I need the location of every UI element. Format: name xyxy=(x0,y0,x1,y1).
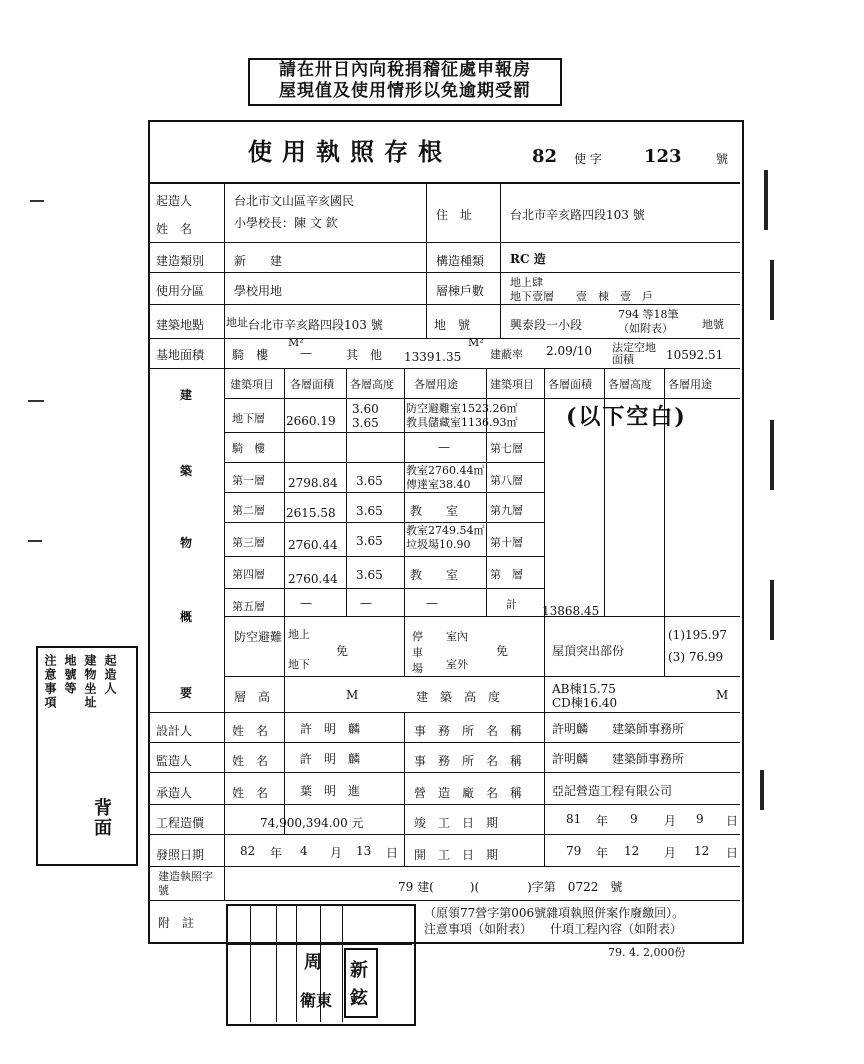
building-height-label: 建 築 高 度 xyxy=(416,690,501,704)
seal-xin: 新 xyxy=(350,960,368,981)
row-use: 防空避難室1523.26㎡ 教具儲藏室1136.93㎡ xyxy=(406,402,518,429)
contractor-firm: 亞記營造工程有限公司 xyxy=(552,784,673,798)
row-item: 第三層 xyxy=(232,536,265,549)
row-height: 3.60 3.65 xyxy=(352,402,379,430)
cost-label: 工程造價 xyxy=(156,816,205,830)
done-day: 9 xyxy=(696,812,704,826)
other-unit: M² xyxy=(468,336,484,349)
start-day-unit: 日 xyxy=(726,846,739,860)
row-use: 教室2749.54㎡ 垃圾場10.90 xyxy=(406,524,485,551)
col-use: 各層用途 xyxy=(414,378,458,391)
start-month-unit: 月 xyxy=(664,846,677,860)
margin-mark xyxy=(760,770,784,810)
building-label-3: 物 xyxy=(180,536,193,550)
page-title: 使用執照存根 xyxy=(248,137,452,166)
side-stamp-col5: 背面 xyxy=(91,798,112,838)
row-height: 3.65 xyxy=(356,534,383,548)
seal-zhou: 周 xyxy=(304,952,322,973)
roof-value-1: (1)195.97 xyxy=(668,628,727,642)
row-height: 3.65 xyxy=(356,568,383,582)
use-zone-label: 使用分區 xyxy=(156,284,205,298)
print-count: 79. 4. 2,000份 xyxy=(608,946,686,959)
designer-label: 設計人 xyxy=(156,724,193,738)
col-item-2: 建築項目 xyxy=(490,378,534,391)
permit-ref-value: 79 建( )( )字第 0722 號 xyxy=(398,880,623,894)
margin-mark xyxy=(764,170,782,230)
other-label: 其 他 xyxy=(346,348,383,362)
issue-month: 4 xyxy=(300,844,308,858)
arcade-value: — xyxy=(300,346,312,360)
site-addr-label: 地址 xyxy=(226,316,248,329)
done-year-unit: 年 xyxy=(596,814,609,828)
issue-label: 發照日期 xyxy=(156,848,205,862)
row-height: — xyxy=(360,596,372,610)
cost-value: 74,900,394.00 元 xyxy=(260,816,364,830)
permit-suffix: 號 xyxy=(716,152,729,166)
parking-in: 室內 xyxy=(446,630,468,643)
units-below: 地下壹層 壹 棟 壹 戶 xyxy=(510,290,653,303)
row-item-2: 計 xyxy=(506,598,517,611)
site-address: 台北市辛亥路四段103 號 xyxy=(248,318,383,332)
building-height-unit: M xyxy=(716,688,729,702)
shelter-label: 防空避難 xyxy=(234,630,283,644)
shelter-above: 地上 xyxy=(288,628,310,641)
notice-stamp xyxy=(248,58,562,106)
start-label: 開 工 日 期 xyxy=(414,848,499,862)
note-label: 附 註 xyxy=(158,916,195,930)
done-year: 81 xyxy=(566,812,582,826)
supervisor-label: 監造人 xyxy=(156,754,193,768)
notice-line1: 請在卅日內向稅捐稽征處申報房 xyxy=(279,60,531,80)
done-day-unit: 日 xyxy=(726,814,739,828)
builder-label: 起造人 xyxy=(156,194,193,208)
use-zone-value: 學校用地 xyxy=(234,284,283,298)
issue-year: 82 xyxy=(240,844,256,858)
row-use: — xyxy=(426,596,438,610)
contractor-firm-label: 營 造 廠 名 稱 xyxy=(414,786,523,800)
build-type-label: 建造類別 xyxy=(156,254,205,268)
lot-note: （如附表） xyxy=(618,322,673,335)
builder-name-1: 台北市文山區辛亥國民 xyxy=(234,194,355,208)
permit-ref-label: 建造執照字號 xyxy=(158,870,213,897)
supervisor-office-label: 事 務 所 名 稱 xyxy=(414,754,523,768)
other-value: 13391.35 xyxy=(404,350,462,364)
side-stamp-col4: 起造人 xyxy=(103,654,117,696)
done-month: 9 xyxy=(630,812,638,826)
coverage-label: 建蔽率 xyxy=(490,348,523,361)
row-area: 2660.19 xyxy=(286,414,336,428)
side-stamp-col3: 建物坐址 xyxy=(83,654,97,710)
parking-label: 停車場 xyxy=(412,630,423,675)
seal-xuan: 鉉 xyxy=(350,988,368,1009)
lot-suffix: 地號 xyxy=(702,318,724,331)
floor-height-unit: M xyxy=(346,688,359,702)
shelter-value: 免 xyxy=(336,644,349,658)
arcade-label: 騎 樓 xyxy=(232,348,269,362)
supervisor-name: 許 明 麟 xyxy=(300,752,361,766)
issue-day: 13 xyxy=(356,844,372,858)
col-height-2: 各層高度 xyxy=(608,378,652,391)
contractor-name-label: 姓 名 xyxy=(232,786,269,800)
builder-name-2: 小學校長：陳 文 欽 xyxy=(234,216,338,230)
margin-mark xyxy=(770,260,784,320)
start-year: 79 xyxy=(566,844,582,858)
start-month: 12 xyxy=(624,844,640,858)
row-item: 第二層 xyxy=(232,504,265,517)
roof-label: 屋頂突出部份 xyxy=(552,644,625,658)
side-stamp-col1: 注意事項 xyxy=(43,654,57,710)
building-label-2: 築 xyxy=(180,464,193,478)
supervisor-office: 許明麟 建築師事務所 xyxy=(552,752,685,766)
row-item: 第一層 xyxy=(232,474,265,487)
issue-month-unit: 月 xyxy=(330,846,343,860)
col-height: 各層高度 xyxy=(350,378,394,391)
row-item-2: 第 層 xyxy=(490,568,523,581)
units-above: 地上肆 xyxy=(510,276,543,289)
builder-address: 台北市辛亥路四段103 號 xyxy=(510,208,645,222)
row-item: 地下層 xyxy=(232,412,265,425)
lot-number: 794 等18筆 xyxy=(618,308,679,321)
total-area: 13868.45 xyxy=(542,604,600,618)
margin-mark xyxy=(770,420,784,490)
col-use-2: 各層用途 xyxy=(668,378,712,391)
parking-value: 免 xyxy=(496,644,509,658)
row-area: 2615.58 xyxy=(286,506,336,520)
margin-mark xyxy=(30,200,44,202)
row-height: 3.65 xyxy=(356,474,383,488)
floor-height-label: 層 高 xyxy=(234,690,271,704)
building-label-1: 建 xyxy=(180,388,193,402)
note-line2: 注意事項（如附表） 什項工程內容（如附表） xyxy=(424,922,683,936)
row-use: 教 室 xyxy=(410,568,459,582)
issue-year-unit: 年 xyxy=(270,846,283,860)
lot-value: 興泰段一小段 xyxy=(510,318,583,332)
row-item: 第五層 xyxy=(232,600,265,613)
parking-out: 室外 xyxy=(446,658,468,671)
blank-note: (以下空白) xyxy=(566,404,687,430)
row-item: 第四層 xyxy=(232,568,265,581)
structure-value: RC 造 xyxy=(510,252,546,266)
col-area: 各層面積 xyxy=(290,378,334,391)
row-use: — xyxy=(438,440,450,454)
start-year-unit: 年 xyxy=(596,846,609,860)
building-height-2: CD棟16.40 xyxy=(552,696,618,710)
side-stamp xyxy=(36,646,138,866)
row-use: 教室2760.44㎡ 傳達室38.40 xyxy=(406,464,485,491)
row-area: — xyxy=(300,596,312,610)
roof-value-2: (3) 76.99 xyxy=(668,650,724,664)
designer-office-label: 事 務 所 名 稱 xyxy=(414,724,523,738)
shelter-below: 地下 xyxy=(288,658,310,671)
margin-mark xyxy=(770,580,784,640)
row-area: 2760.44 xyxy=(288,572,338,586)
supervisor-name-label: 姓 名 xyxy=(232,754,269,768)
col-area-2: 各層面積 xyxy=(548,378,592,391)
designer-office: 許明麟 建築師事務所 xyxy=(552,722,685,736)
building-label-5: 要 xyxy=(180,686,193,700)
permit-word: 使 字 xyxy=(574,152,602,166)
arcade-unit: M² xyxy=(288,336,304,349)
notice-line2: 屋現值及使用情形以免逾期受罰 xyxy=(279,81,531,101)
open-space-value: 10592.51 xyxy=(666,348,724,362)
permit-year: 82 xyxy=(532,146,558,167)
contractor-label: 承造人 xyxy=(156,786,193,800)
open-space-label: 法定空地面積 xyxy=(612,341,656,366)
structure-label: 構造種類 xyxy=(436,254,485,268)
start-day: 12 xyxy=(694,844,710,858)
col-item: 建築項目 xyxy=(230,378,274,391)
coverage-value: 2.09/10 xyxy=(546,344,593,358)
row-area: 2760.44 xyxy=(288,538,338,552)
margin-mark xyxy=(28,540,42,542)
issue-day-unit: 日 xyxy=(386,846,399,860)
done-label: 竣 工 日 期 xyxy=(414,816,499,830)
site-label: 建築地點 xyxy=(156,318,205,332)
building-label-4: 概 xyxy=(180,610,193,624)
note-line1: （原領77營字第006號雜項執照併案作廢繳回）。 xyxy=(424,906,685,920)
designer-name: 許 明 麟 xyxy=(300,722,361,736)
row-area: 2798.84 xyxy=(288,476,338,490)
designer-name-label: 姓 名 xyxy=(232,724,269,738)
row-item-2: 第九層 xyxy=(490,504,523,517)
row-use: 教 室 xyxy=(410,504,459,518)
done-month-unit: 月 xyxy=(664,814,677,828)
row-height: 3.65 xyxy=(356,504,383,518)
area-label: 基地面積 xyxy=(156,348,205,362)
row-item: 騎 樓 xyxy=(232,442,265,455)
row-item-2: 第七層 xyxy=(490,442,523,455)
building-height-1: AB棟15.75 xyxy=(552,682,616,696)
address-label: 住 址 xyxy=(436,208,473,222)
permit-number: 123 xyxy=(644,146,682,167)
lot-label: 地 號 xyxy=(434,318,471,332)
seal-weidong: 衛東 xyxy=(300,991,333,1010)
builder-name-label: 姓 名 xyxy=(156,222,193,236)
side-stamp-col2: 地號等 xyxy=(63,654,77,696)
build-type-value: 新 建 xyxy=(234,254,283,268)
units-label: 層棟戶數 xyxy=(436,284,485,298)
row-item-2: 第八層 xyxy=(490,474,523,487)
row-item-2: 第十層 xyxy=(490,536,523,549)
margin-mark xyxy=(28,400,44,402)
contractor-name: 葉 明 進 xyxy=(300,784,361,798)
